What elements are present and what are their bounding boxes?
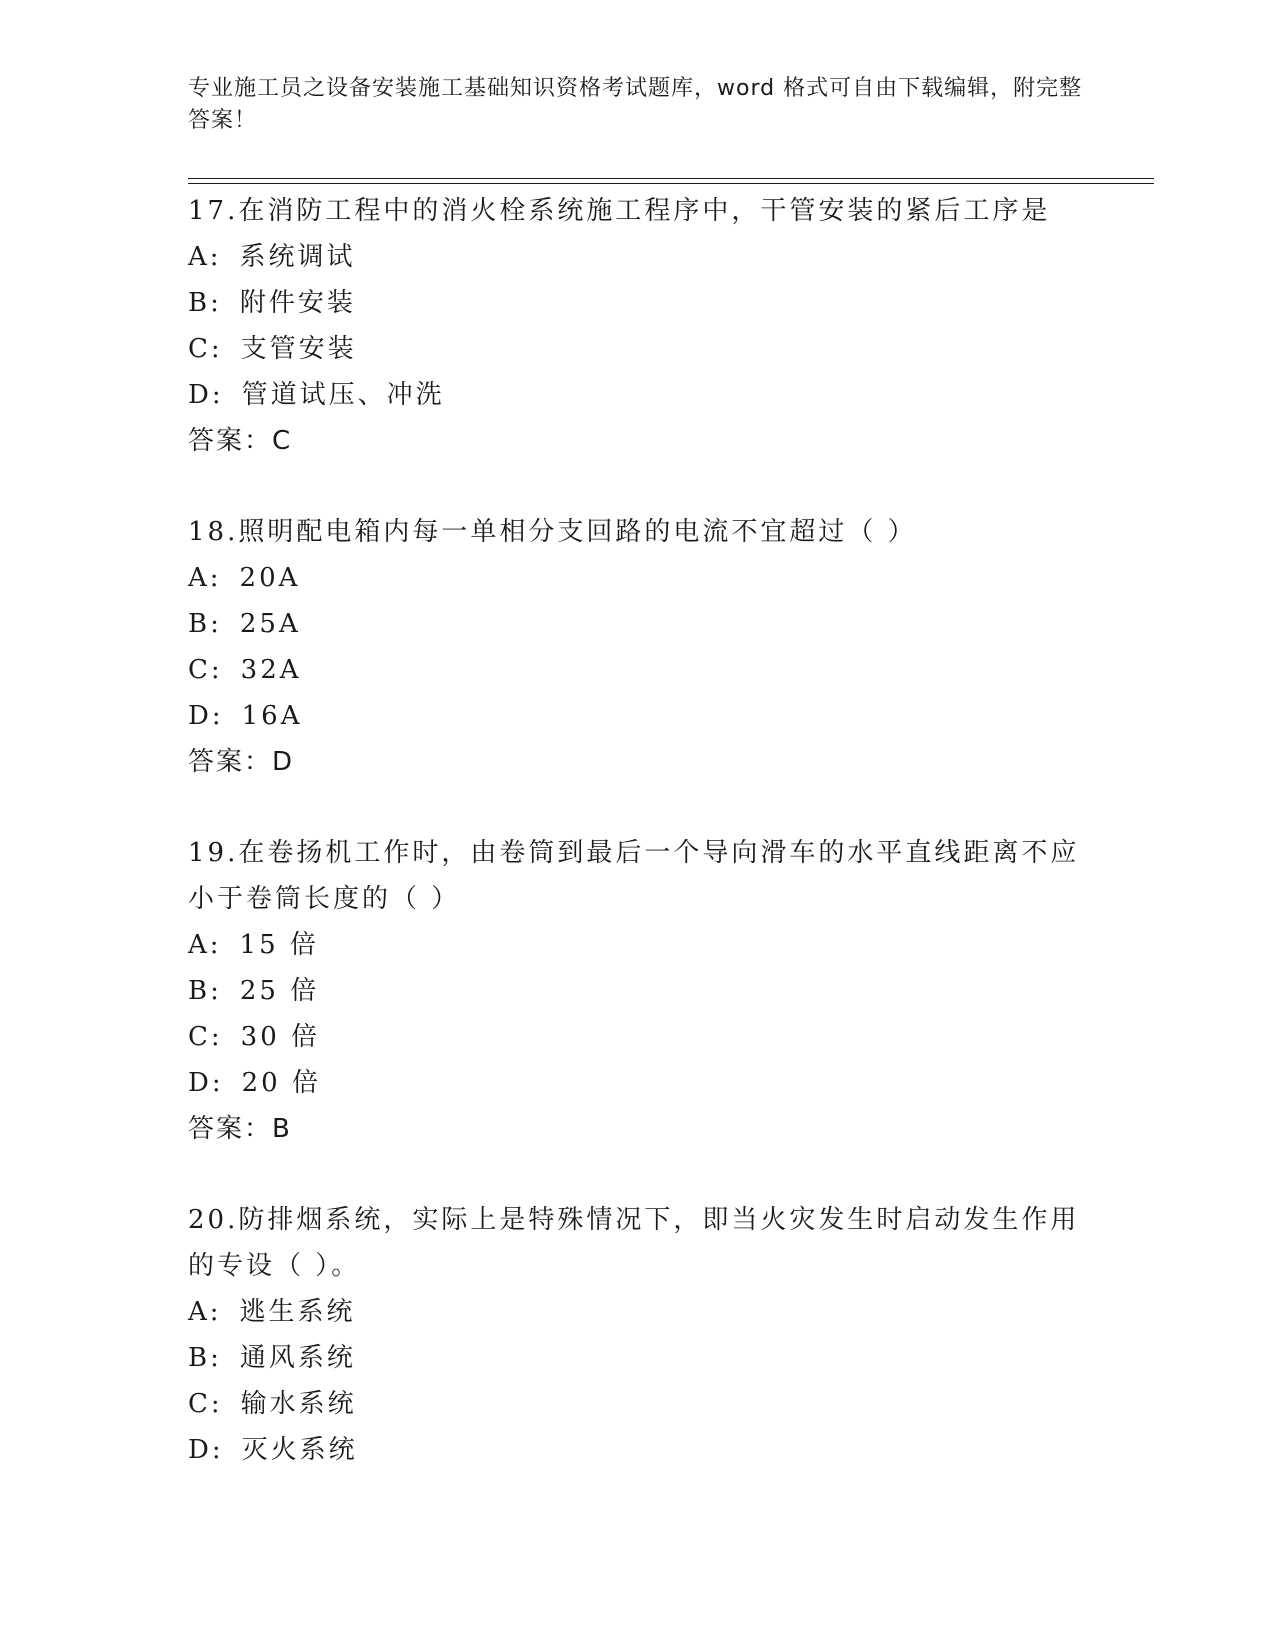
option-key: A: <box>188 242 222 272</box>
option-a <box>188 922 1088 968</box>
option-d <box>188 372 1088 418</box>
option-key: B: <box>188 609 222 639</box>
option-key: B: <box>188 1343 222 1373</box>
question-text: 19.在卷扬机工作时，由卷筒到最后一个导向滑车的水平直线距离不应小于卷筒长度的（ ） <box>188 838 1080 914</box>
option-key: A: <box>188 930 222 960</box>
option-b <box>188 1335 1088 1381</box>
option-b <box>188 280 1088 326</box>
option-text: 管道试压、冲洗 <box>241 380 445 410</box>
option-list <box>188 555 1088 739</box>
option-key: C: <box>188 1022 223 1052</box>
option-d <box>188 1060 1088 1106</box>
answer-line: 答案：C <box>188 426 293 456</box>
option-text: 系统调试 <box>239 242 356 272</box>
option-d <box>188 1427 1088 1473</box>
option-text: 15 倍 <box>239 930 319 960</box>
option-text: 20 倍 <box>241 1068 321 1098</box>
option-d <box>188 693 1088 739</box>
option-c <box>188 647 1088 693</box>
option-text: 通风系统 <box>239 1343 356 1373</box>
option-b <box>188 968 1088 1014</box>
option-text: 附件安装 <box>239 288 356 318</box>
option-key: D: <box>188 380 224 410</box>
option-text: 20A <box>239 563 301 593</box>
option-key: A: <box>188 563 222 593</box>
question-20 <box>188 1197 1088 1473</box>
option-text: 灭火系统 <box>241 1435 358 1465</box>
option-c <box>188 1014 1088 1060</box>
option-text: 16A <box>241 701 303 731</box>
option-key: C: <box>188 655 223 685</box>
option-c <box>188 1381 1088 1427</box>
option-key: D: <box>188 1068 224 1098</box>
option-text: 25 倍 <box>239 976 320 1006</box>
header-divider-top <box>188 178 1154 179</box>
option-key: B: <box>188 976 222 1006</box>
option-c <box>188 326 1088 372</box>
option-key: D: <box>188 1435 224 1465</box>
question-text: 18.照明配电箱内每一单相分支回路的电流不宜超过（ ） <box>188 517 917 547</box>
option-a <box>188 234 1088 280</box>
option-key: C: <box>188 1389 223 1419</box>
document-header: 专业施工员之设备安装施工基础知识资格考试题库，word 格式可自由下载编辑，附完整答案！ <box>188 76 1083 133</box>
option-a <box>188 1289 1088 1335</box>
question-list <box>188 188 1088 1518</box>
header-divider-bottom <box>188 183 1154 184</box>
option-key: A: <box>188 1297 222 1327</box>
option-text: 30 倍 <box>240 1022 321 1052</box>
option-text: 32A <box>240 655 302 685</box>
option-text: 25A <box>239 609 301 639</box>
option-a <box>188 555 1088 601</box>
option-text: 输水系统 <box>240 1389 357 1419</box>
question-19 <box>188 830 1088 1152</box>
question-text: 20.防排烟系统，实际上是特殊情况下，即当火灾发生时启动发生作用的专设（ ）。 <box>188 1205 1080 1281</box>
option-list <box>188 922 1088 1106</box>
question-18 <box>188 509 1088 785</box>
question-17 <box>188 188 1088 464</box>
option-key: C: <box>188 334 223 364</box>
option-list <box>188 234 1088 418</box>
question-text: 17.在消防工程中的消火栓系统施工程序中，干管安装的紧后工序是 <box>188 196 1051 226</box>
option-text: 逃生系统 <box>239 1297 356 1327</box>
answer-line: 答案：D <box>188 747 295 777</box>
option-list <box>188 1289 1088 1473</box>
option-key: B: <box>188 288 222 318</box>
option-b <box>188 601 1088 647</box>
answer-line: 答案：B <box>188 1114 292 1144</box>
option-key: D: <box>188 701 224 731</box>
option-text: 支管安装 <box>240 334 357 364</box>
